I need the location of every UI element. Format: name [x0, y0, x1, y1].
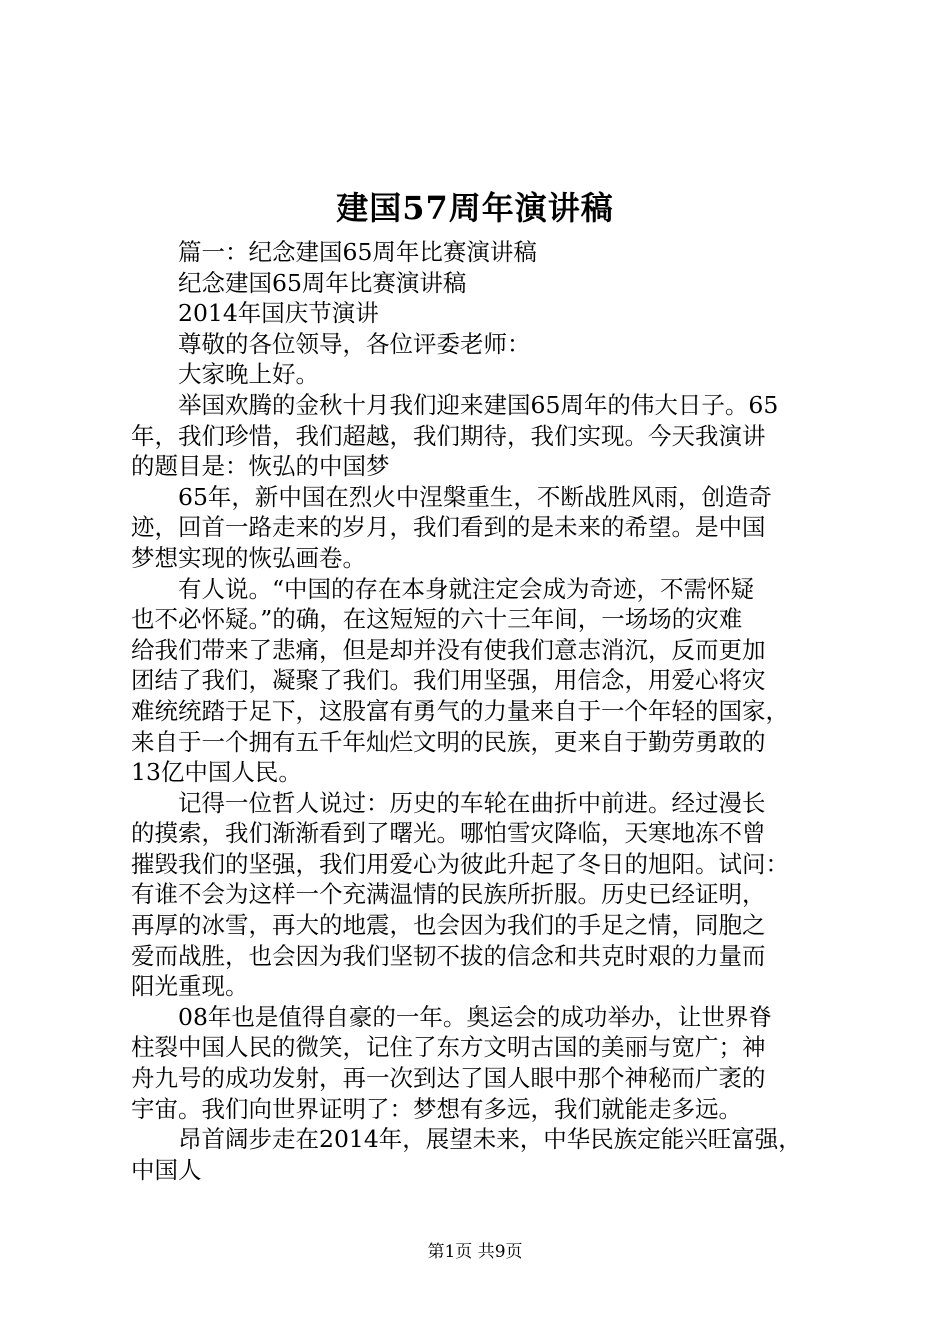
document-title: 建国57周年演讲稿 [336, 189, 614, 227]
text-line: 团结了我们，凝聚了我们。我们用坚强，用信念，用爱心将灾 [131, 666, 766, 695]
text-line: 给我们带来了悲痛，但是却并没有使我们意志消沉，反而更加 [131, 635, 766, 664]
text-line: 13亿中国人民。 [131, 758, 302, 787]
text-line: 65年，新中国在烈火中涅槃重生，不断战胜风雨，创造奇 [178, 482, 772, 511]
document-body [131, 237, 831, 1185]
text-line: 宇宙。我们向世界证明了：梦想有多远，我们就能走多远。 [131, 1094, 742, 1123]
text-line: 阳光重现。 [131, 972, 249, 1001]
text-line: 08年也是值得自豪的一年。奥运会的成功举办，让世界脊 [178, 1002, 772, 1031]
text-line: 摧毁我们的坚强，我们用爱心为彼此升起了冬日的旭阳。试问： [131, 849, 789, 878]
text-line: 爱而战胜，也会因为我们坚韧不拔的信念和共克时艰的力量而 [131, 941, 766, 970]
text-line: 记得一位哲人说过：历史的车轮在曲折中前进。经过漫长 [178, 788, 766, 817]
text-line: 大家晚上好。 [178, 360, 319, 389]
text-line: 梦想实现的恢弘画卷。 [131, 543, 366, 572]
text-line: 有人说。“中国的存在本身就注定会成为奇迹，不需怀疑 [178, 574, 755, 603]
text-line: 昂首阔步走在2014年，展望未来，中华民族定能兴旺富强， [178, 1125, 802, 1154]
text-line: 篇一：纪念建国65周年比赛演讲稿 [178, 238, 537, 266]
text-line: 迹，回首一路走来的岁月，我们看到的是未来的希望。是中国 [131, 513, 766, 542]
text-line: 举国欢腾的金秋十月我们迎来建国65周年的伟大日子。65 [178, 390, 779, 419]
page-footer: 第1页 共9页 [427, 1242, 523, 1262]
text-line: 难统统踏于足下，这股富有勇气的力量来自于一个年轻的国家， [131, 696, 789, 725]
text-line: 纪念建国65周年比赛演讲稿 [178, 268, 467, 297]
text-line: 的摸索，我们渐渐看到了曙光。哪怕雪灾降临，天寒地冻不曾 [131, 819, 766, 848]
text-line: 有谁不会为这样一个充满温情的民族所折服。历史已经证明， [131, 880, 766, 909]
text-line: 2014年国庆节演讲 [178, 299, 379, 328]
text-line: 柱裂中国人民的微笑，记住了东方文明古国的美丽与宽广；神 [131, 1033, 766, 1062]
text-line: 来自于一个拥有五千年灿烂文明的民族，更来自于勤劳勇敢的 [131, 727, 766, 756]
text-line: 的题目是：恢弘的中国梦 [131, 452, 390, 481]
text-line: 再厚的冰雪，再大的地震，也会因为我们的手足之情，同胞之 [131, 911, 766, 940]
text-line: 中国人 [131, 1155, 202, 1184]
text-line: 舟九号的成功发射，再一次到达了国人眼中那个神秘而广袤的 [131, 1064, 766, 1093]
text-line: 年，我们珍惜，我们超越，我们期待，我们实现。今天我演讲 [131, 421, 766, 450]
text-line: 也不必怀疑。”的确，在这短短的六十三年间，一场场的灾难 [131, 605, 743, 634]
text-line: 尊敬的各位领导，各位评委老师： [178, 329, 531, 358]
